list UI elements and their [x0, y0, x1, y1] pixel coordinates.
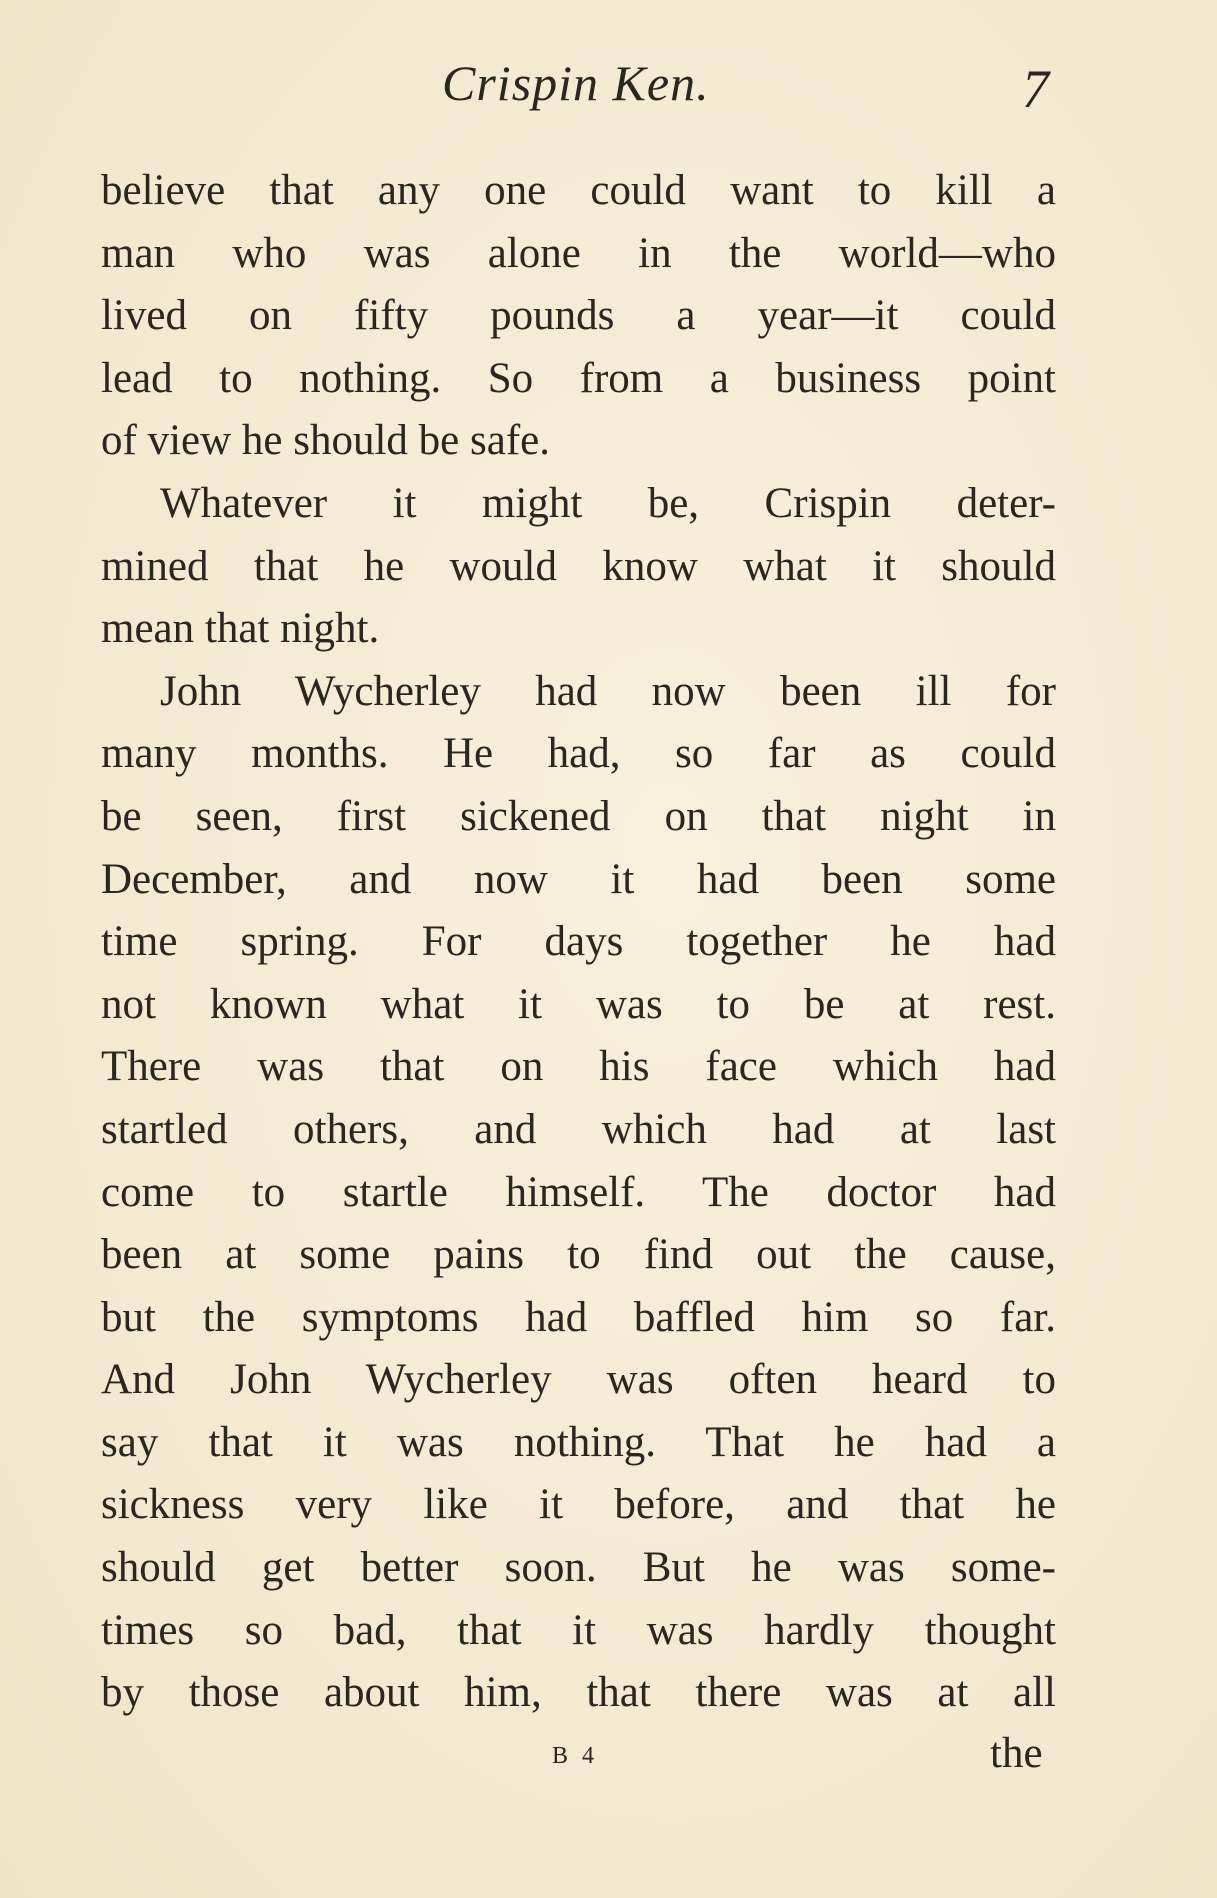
page-number: 7 [1022, 59, 1049, 119]
text-line: not known what it was to be at rest. [101, 980, 1056, 1028]
text-line: sickness very like it before, and that he [101, 1481, 1056, 1529]
text-line: come to startle himself. The doctor had [101, 1168, 1056, 1216]
text-line: There was that on his face which had [101, 1043, 1056, 1091]
text-line: lived on fifty pounds a year—it could [101, 292, 1056, 340]
text-line: many months. He had, so far as could [101, 730, 1056, 778]
text-line: of view he should be safe. [101, 417, 550, 465]
text-line: be seen, first sickened on that night in [101, 792, 1056, 840]
text-line: been at some pains to find out the cause, [101, 1231, 1056, 1279]
text-line: but the symptoms had baffled him so far. [101, 1293, 1056, 1341]
running-title: Crispin Ken. [442, 55, 710, 111]
text-line: say that it was nothing. That he had a [101, 1418, 1056, 1466]
text-line: lead to nothing. So from a business point [101, 354, 1056, 402]
text-line: mean that night. [101, 605, 380, 653]
text-line: time spring. For days together he had [101, 918, 1056, 966]
running-head [0, 48, 1217, 118]
text-line: believe that any one could want to kill a [101, 167, 1056, 214]
page-footer [0, 1722, 1217, 1786]
text-line: by those about him, that there was at all [101, 1669, 1056, 1717]
text-line: times so bad, that it was hardly thought [101, 1606, 1056, 1654]
text-line: startled others, and which had at last [101, 1105, 1056, 1153]
text-line: Whatever it might be, Crispin deter- [160, 479, 1056, 527]
text-line: And John Wycherley was often heard to [101, 1356, 1056, 1404]
text-line: should get better soon. But he was some- [101, 1544, 1056, 1592]
catchword: the [990, 1730, 1043, 1777]
signature-mark: B 4 [552, 1743, 599, 1769]
text-line: John Wycherley had now been ill for [160, 667, 1056, 715]
text-line: man who was alone in the world—who [101, 229, 1056, 277]
text-line: December, and now it had been some [101, 855, 1056, 903]
body-text [101, 160, 1056, 1725]
text-line: mined that he would know what it should [101, 542, 1056, 590]
